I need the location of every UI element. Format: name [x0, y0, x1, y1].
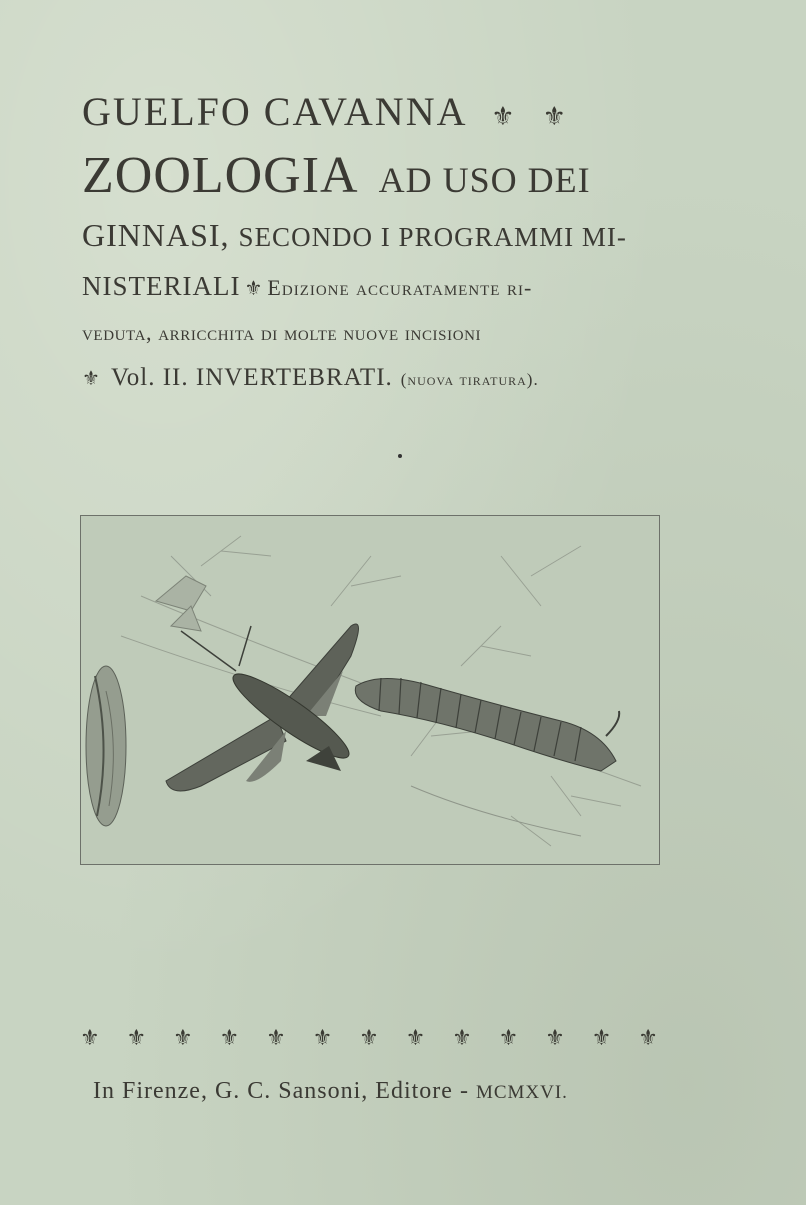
volume-line: [82, 364, 539, 392]
author-line: [82, 88, 568, 135]
subtitle-line-1: [82, 217, 627, 254]
fleuron-icon: ⚜: [542, 102, 568, 132]
fleuron-row: [80, 1026, 658, 1051]
ink-speck: [398, 454, 402, 458]
title-line: [82, 146, 591, 205]
subtitle-line-2: [82, 271, 532, 302]
subtitle-ministeriali: NISTERIALI: [82, 271, 241, 301]
title-main: ZOOLOGIA: [82, 147, 359, 204]
fleuron-icon: ⚜: [312, 1026, 333, 1051]
fleuron-icon: ⚜: [266, 1026, 286, 1051]
fleuron-icon: ⚜: [126, 1026, 147, 1051]
imprint-year: MCMXVI.: [475, 1082, 568, 1103]
fleuron-icon: ⚜: [498, 1026, 519, 1051]
fleuron-icon: ⚜: [219, 1026, 240, 1051]
title-tail: AD USO DEI: [378, 160, 591, 200]
fleuron-icon: ⚜: [244, 276, 264, 300]
fleuron-icon: ⚜: [405, 1026, 426, 1051]
fleuron-icon: ⚜: [359, 1026, 379, 1051]
fleuron-icon: ⚜: [638, 1026, 658, 1051]
volume-title: Vol. II. INVERTEBRATI.: [110, 364, 393, 391]
subtitle-ginnasi: GINNASI,: [82, 217, 230, 253]
subtitle-programmi: SECONDO I PROGRAMMI MI-: [238, 222, 627, 252]
fleuron-icon: ⚜: [80, 1026, 100, 1051]
reprint-note: (nuova tiratura).: [400, 370, 539, 389]
edition-line: veduta, arricchita di molte nuove incisioni: [82, 320, 482, 345]
edition-note: Edizione accuratamente ri-: [267, 275, 533, 300]
moth-illustration: [80, 515, 660, 865]
fleuron-icon: ⚜: [545, 1026, 565, 1051]
fleuron-icon: ⚜: [173, 1026, 193, 1051]
publisher-imprint: [93, 1078, 568, 1105]
author-name: GUELFO CAVANNA: [82, 89, 466, 134]
fleuron-icon: ⚜: [591, 1026, 612, 1051]
fleuron-icon: ⚜: [491, 102, 517, 132]
imprint-text: In Firenze, G. C. Sansoni, Editore -: [93, 1078, 469, 1104]
fleuron-icon: ⚜: [452, 1026, 472, 1051]
fleuron-icon: ⚜: [82, 366, 101, 390]
